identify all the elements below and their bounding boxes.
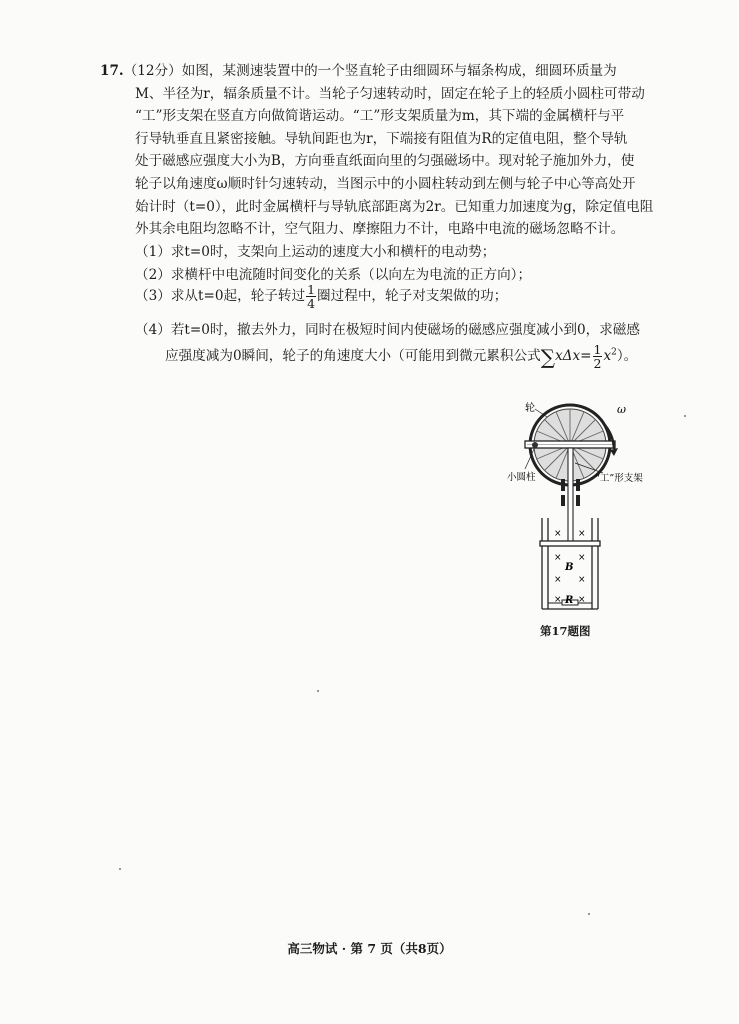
question-17	[100, 60, 685, 241]
frame-rod	[568, 448, 573, 543]
svg-text:×: ×	[578, 575, 586, 585]
small-pin	[532, 442, 538, 448]
scan-speck	[317, 690, 319, 692]
label-wheel: 轮	[525, 403, 535, 414]
question-line-5: 处于磁感应强度大小为B，方向垂直纸面向里的匀强磁场中。现对轮子施加外力，使	[135, 153, 635, 170]
label-B: B	[565, 562, 574, 573]
scan-speck	[684, 415, 686, 417]
label-small-pin: 小圆柱	[507, 472, 536, 483]
subquestion-4-line-2: 应强度减为0瞬间，轮子的角速度大小（可能用到微元累积公式∑xΔx= $\frac{1}{2}$ $x^2$）。	[165, 342, 638, 371]
question-line-8: 外其余电阻均忽略不计，空气阻力、摩擦阻力不计，电路中电流的磁场忽略不计。	[135, 221, 625, 238]
subquestion-2: （2）求横杆中电流随时间变化的关系（以向左为电流的正方向）；	[135, 267, 532, 283]
figure-caption: 第17题图	[540, 624, 591, 638]
scan-speck	[119, 868, 121, 870]
question-number: 17.	[100, 63, 124, 79]
question-line-3: “工”形支架在竖直方向做简谐运动。“工”形支架质量为m，其下端的金属横杆与平	[135, 108, 625, 125]
page-footer: 高三物试 · 第 7 页（共8页）	[287, 941, 452, 956]
svg-text:×: ×	[578, 529, 586, 539]
figure-17-apparatus	[503, 397, 688, 647]
label-frame: “工”形支架	[595, 473, 643, 484]
svg-text:×: ×	[554, 553, 562, 563]
svg-text:×: ×	[578, 595, 586, 605]
fraction-half: $\frac{1}{2}$	[593, 342, 602, 371]
question-line-2: M、半径为r，辐条质量不计。当轮子匀速转动时，固定在轮子上的轻质小圆柱可带动	[135, 85, 645, 102]
subquestion-3: （3）求从t=0起，轮子转过 $\frac{1}{4}$ 圈过程中，轮子对支架做的功；	[135, 282, 508, 311]
question-line-7: 始计时（t=0），此时金属横杆与导轨底部距离为2r。已知重力加速度为g，除定值电阻	[135, 198, 654, 215]
question-line-4: 行导轨垂直且紧密接触。导轨间距也为r，下端接有阻值为R的定值电阻，整个导轨	[135, 130, 628, 147]
svg-text:×: ×	[554, 529, 562, 539]
scan-speck	[588, 913, 590, 915]
subquestion-4-line-1: （4）若t=0时，撤去外力，同时在极短时间内使磁场的磁感应强度减小到0，求磁感	[135, 322, 640, 338]
svg-text:×: ×	[554, 595, 562, 605]
metal-crossbar	[540, 541, 600, 546]
subquestion-1: （1）求t=0时，支架向上运动的速度大小和横杆的电动势；	[135, 244, 496, 260]
sum-symbol: ∑	[540, 345, 555, 369]
svg-text:×: ×	[554, 575, 562, 585]
question-line-6: 轮子以角速度ω顺时针匀速转动，当图示中的小圆柱转动到左侧与轮子中心等高处开	[135, 175, 636, 192]
question-line-1: 17.（12分）如图，某测速装置中的一个竖直轮子由细圆环与辐条构成，细圆环质量为	[100, 63, 617, 79]
label-R: R	[565, 595, 574, 606]
label-omega: ω	[617, 403, 626, 416]
question-score: （12分）	[123, 63, 182, 79]
svg-text:×: ×	[578, 553, 586, 563]
fraction-quarter: $\frac{1}{4}$	[307, 282, 316, 311]
